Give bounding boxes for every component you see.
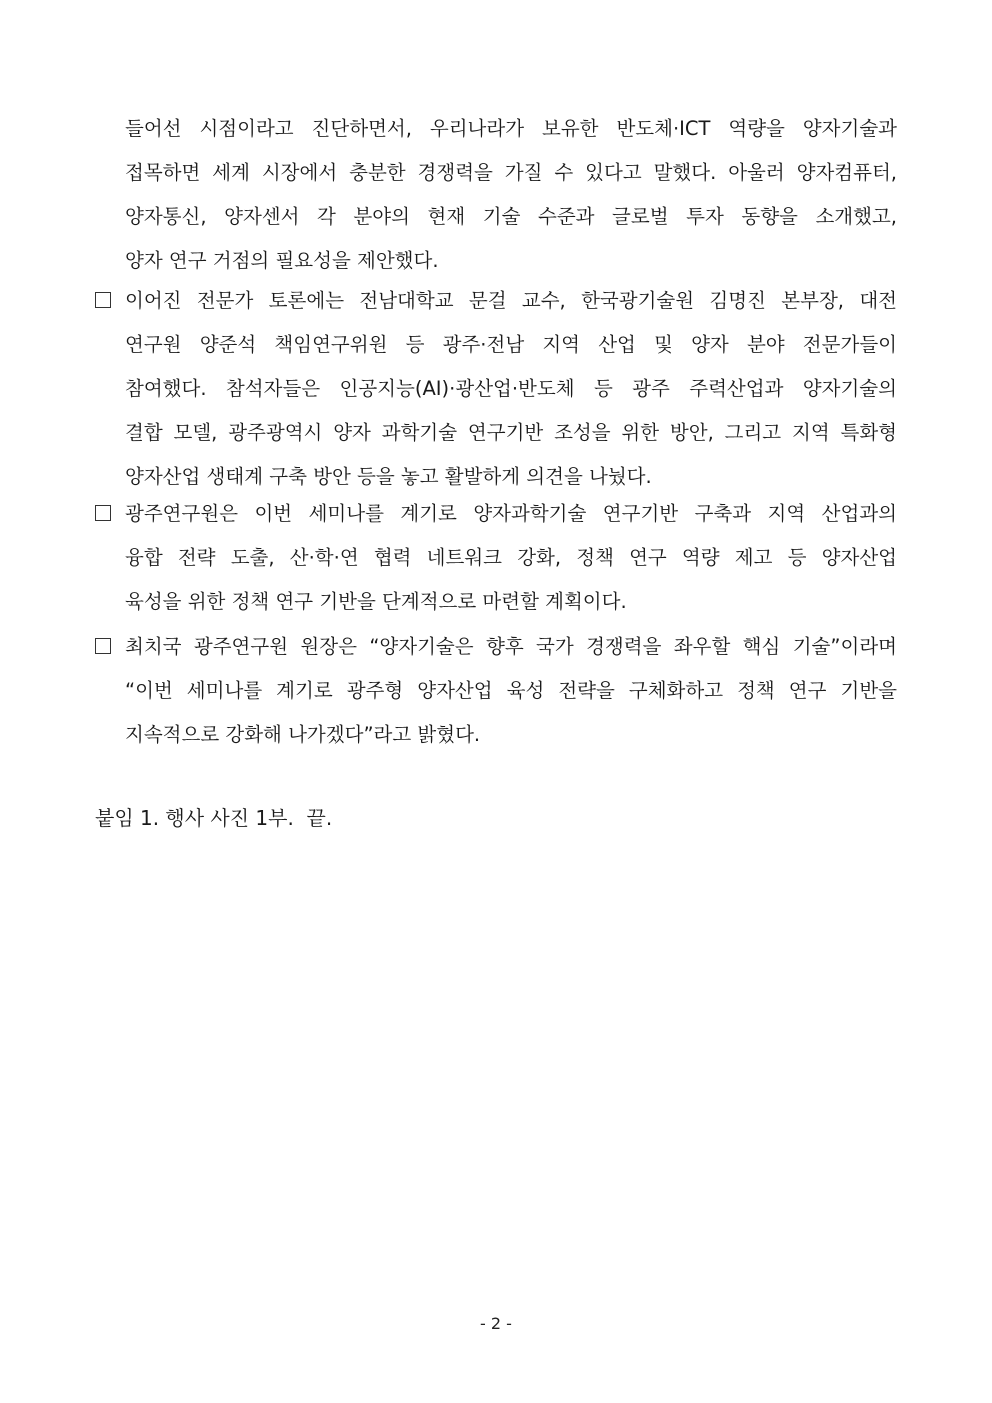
attachment-note: 붙임 1. 행사 사진 1부. 끝. [95,806,333,830]
paragraph-line: 양자산업 생태계 구축 방안 등을 놓고 활발하게 의견을 나눴다. [125,465,652,488]
paragraph-line: 융합 전략 도출, 산·학·연 협력 네트워크 강화, 정책 연구 역량 제고 등 양자산업 [125,546,897,569]
paragraph-line: “이번 세미나를 계기로 광주형 양자산업 육성 전략을 구체화하고 정책 연구 기반을 [125,679,897,702]
paragraph-line: 양자 연구 거점의 필요성을 제안했다. [125,249,439,272]
paragraph-line: 접목하면 세계 시장에서 충분한 경쟁력을 가질 수 있다고 말했다. 아울러 양자컴퓨터, [125,161,897,184]
square-bullet-icon [95,292,111,308]
paragraph-line: 최치국 광주연구원 원장은 “양자기술은 향후 국가 경쟁력을 좌우할 핵심 기술”이라며 [125,635,897,658]
square-bullet-icon [95,638,111,654]
paragraph-line: 참여했다. 참석자들은 인공지능(AI)·광산업·반도체 등 광주 주력산업과 양자기술의 [125,377,897,400]
page-number: - 2 - [480,1314,512,1333]
paragraph-line: 이어진 전문가 토론에는 전남대학교 문걸 교수, 한국광기술원 김명진 본부장, 대전 [125,289,897,312]
paragraph-line: 육성을 위한 정책 연구 기반을 단계적으로 마련할 계획이다. [125,590,627,613]
paragraph-line: 지속적으로 강화해 나가겠다”라고 밝혔다. [125,723,481,746]
paragraph-line: 결합 모델, 광주광역시 양자 과학기술 연구기반 조성을 위한 방안, 그리고 지역 특화형 [125,421,897,444]
paragraph-line: 양자통신, 양자센서 각 분야의 현재 기술 수준과 글로벌 투자 동향을 소개했고, [125,205,897,228]
paragraph-line: 광주연구원은 이번 세미나를 계기로 양자과학기술 연구기반 구축과 지역 산업과의 [125,502,897,525]
paragraph-line: 들어선 시점이라고 진단하면서, 우리나라가 보유한 반도체·ICT 역량을 양자기술과 [125,117,897,140]
square-bullet-icon [95,505,111,521]
paragraph-line: 연구원 양준석 책임연구위원 등 광주·전남 지역 산업 및 양자 분야 전문가들이 [125,333,897,356]
